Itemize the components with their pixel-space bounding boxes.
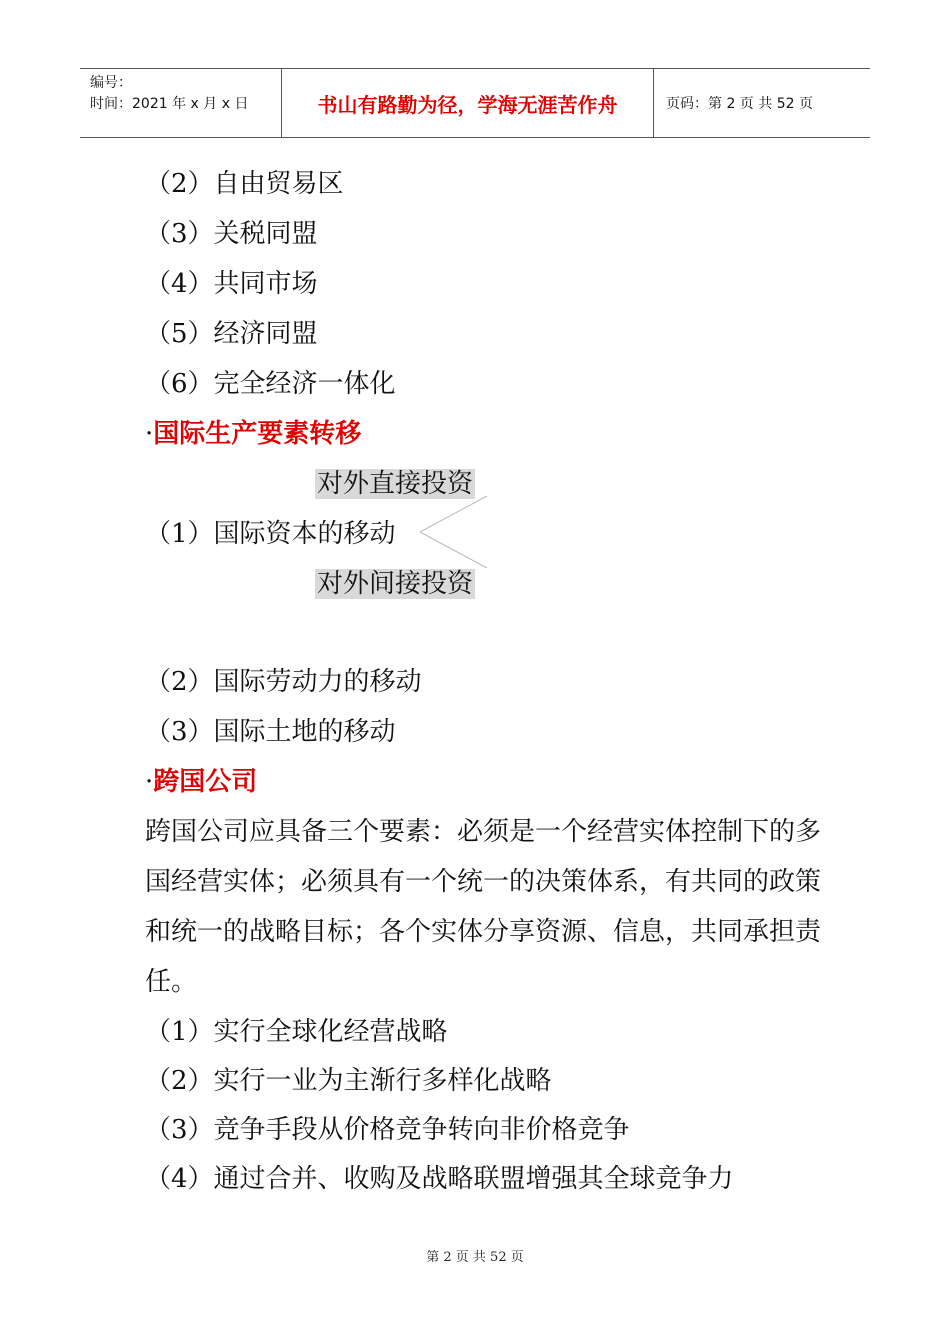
page-header <box>80 68 870 138</box>
list-item: （3）国际土地的移动 <box>145 717 396 747</box>
branch-text: 对外间接投资 <box>317 569 474 599</box>
bullet: · <box>145 419 154 449</box>
header-page-code: 页码：第 2 页 共 52 页 <box>666 96 813 112</box>
list-item: （4）共同市场 <box>145 269 318 299</box>
list-item: （4）通过合并、收购及战略联盟增强其全球竞争力 <box>145 1164 734 1194</box>
time-label: 时间：2021 年 x 月 x 日 <box>90 96 249 112</box>
number-label: 编号： <box>90 75 132 91</box>
list-item: （1）实行全球化经营战略 <box>145 1017 448 1047</box>
list-item: （2）实行一业为主渐行多样化战略 <box>145 1066 552 1096</box>
branch-connector <box>415 490 495 574</box>
header-motto: 书山有路勤为径，学海无涯苦作舟 <box>282 69 654 137</box>
heading-text: 跨国公司 <box>153 767 258 797</box>
branch-indirect-investment <box>315 566 475 602</box>
list-item: （5）经济同盟 <box>145 319 318 349</box>
bullet: · <box>145 767 154 797</box>
page-footer: 第 2 页 共 52 页 <box>426 1250 524 1265</box>
list-item: （2）自由贸易区 <box>145 169 344 199</box>
header-meta <box>80 69 282 137</box>
section-heading-factor-transfer <box>145 416 361 452</box>
paragraph: 跨国公司应具备三个要素：必须是一个经营实体控制下的多国经营实体；必须具有一个统一的决策体系，有共同的政策和统一的战略目标；各个实体分享资源、信息，共同承担责任。 <box>145 817 822 997</box>
section-heading-multinational <box>145 764 257 800</box>
branch-text: 对外直接投资 <box>317 469 474 499</box>
heading-text: 国际生产要素转移 <box>153 419 362 449</box>
list-item: （2）国际劳动力的移动 <box>145 667 422 697</box>
list-item: （3）竞争手段从价格竞争转向非价格竞争 <box>145 1115 630 1145</box>
list-item: （1）国际资本的移动 <box>145 519 396 549</box>
list-item: （6）完全经济一体化 <box>145 369 396 399</box>
list-item: （3）关税同盟 <box>145 219 318 249</box>
